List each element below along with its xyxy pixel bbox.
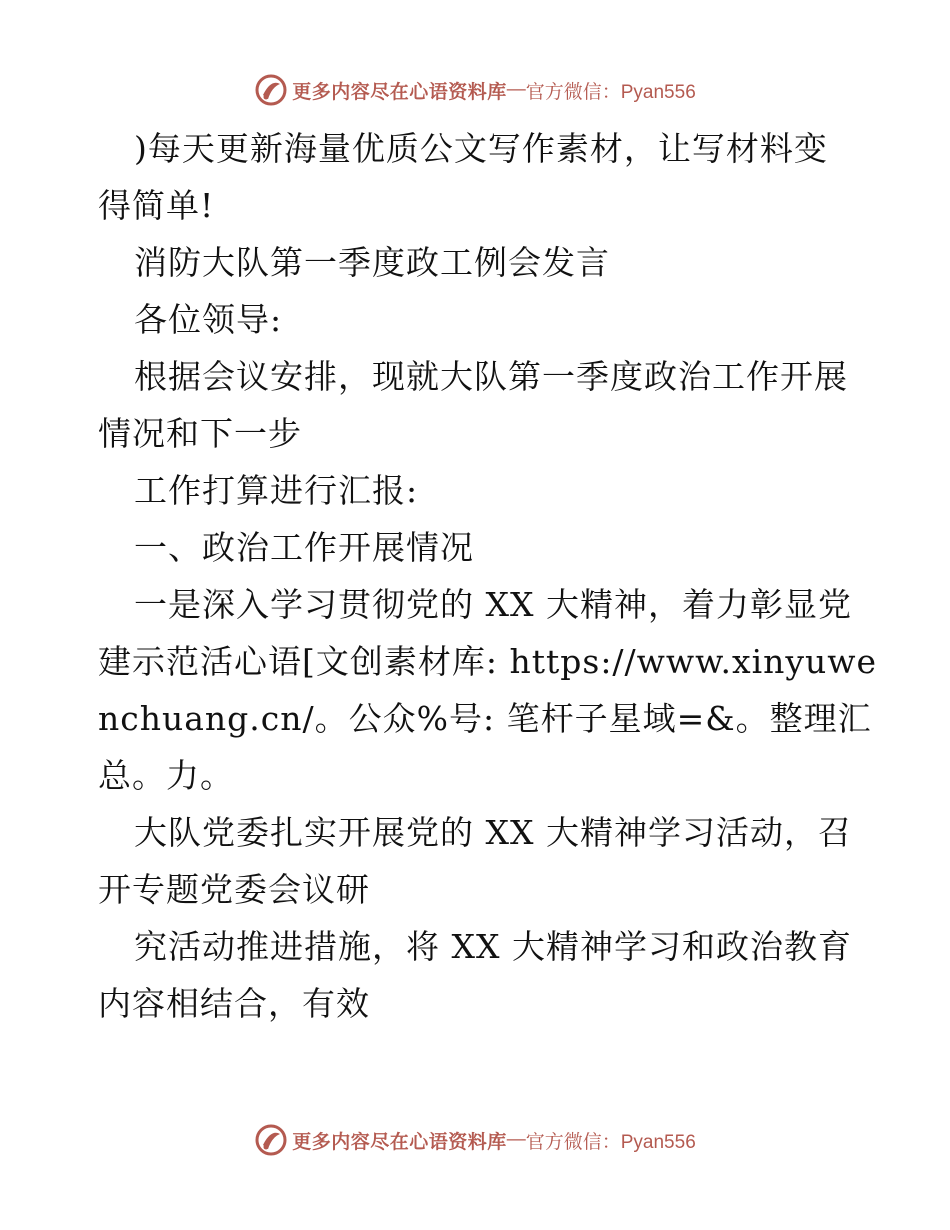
logo-icon [254, 73, 288, 107]
document-body [98, 120, 878, 1032]
doc-line: 根据会议安排，现就大队第一季度政治工作开展 [134, 357, 848, 396]
doc-heading: 一、政治工作开展情况 [134, 528, 474, 567]
banner-text: 更多内容尽在心语资料库 [292, 81, 507, 103]
doc-salutation: 各位领导: [134, 300, 283, 339]
doc-title: 消防大队第一季度政工例会发言 [134, 243, 610, 282]
banner-separator: — [506, 1129, 526, 1150]
doc-line: )每天更新海量优质公文写作素材，让写材料变 [134, 129, 828, 168]
doc-line: 内容相结合，有效 [98, 984, 370, 1023]
banner-separator: — [506, 79, 526, 100]
doc-line: 情况和下一步 [98, 414, 302, 453]
header-banner [0, 70, 950, 110]
doc-line: 究活动推进措施，将 XX 大精神学习和政治教育 [134, 927, 852, 966]
banner-text: 更多内容尽在心语资料库 [292, 1131, 507, 1153]
doc-line: 工作打算进行汇报: [134, 471, 419, 510]
logo-icon [254, 1123, 288, 1157]
doc-line: nchuang.cn/。公众%号: 笔杆子星域=&。整理汇 [98, 699, 872, 738]
doc-line: 总。力。 [98, 756, 234, 795]
banner-wechat: 官方微信：Pyan556 [525, 1131, 696, 1153]
doc-line: 大队党委扎实开展党的 XX 大精神学习活动，召 [134, 813, 852, 852]
doc-line: 开专题党委会议研 [98, 870, 370, 909]
doc-line: 建示范活心语[文创素材库: https://www.xinyuwe [98, 642, 878, 681]
doc-line: 一是深入学习贯彻党的 XX 大精神，着力彰显党 [134, 585, 852, 624]
banner-wechat: 官方微信：Pyan556 [525, 81, 696, 103]
footer-banner [0, 1120, 950, 1160]
doc-line: 得简单! [98, 186, 215, 225]
